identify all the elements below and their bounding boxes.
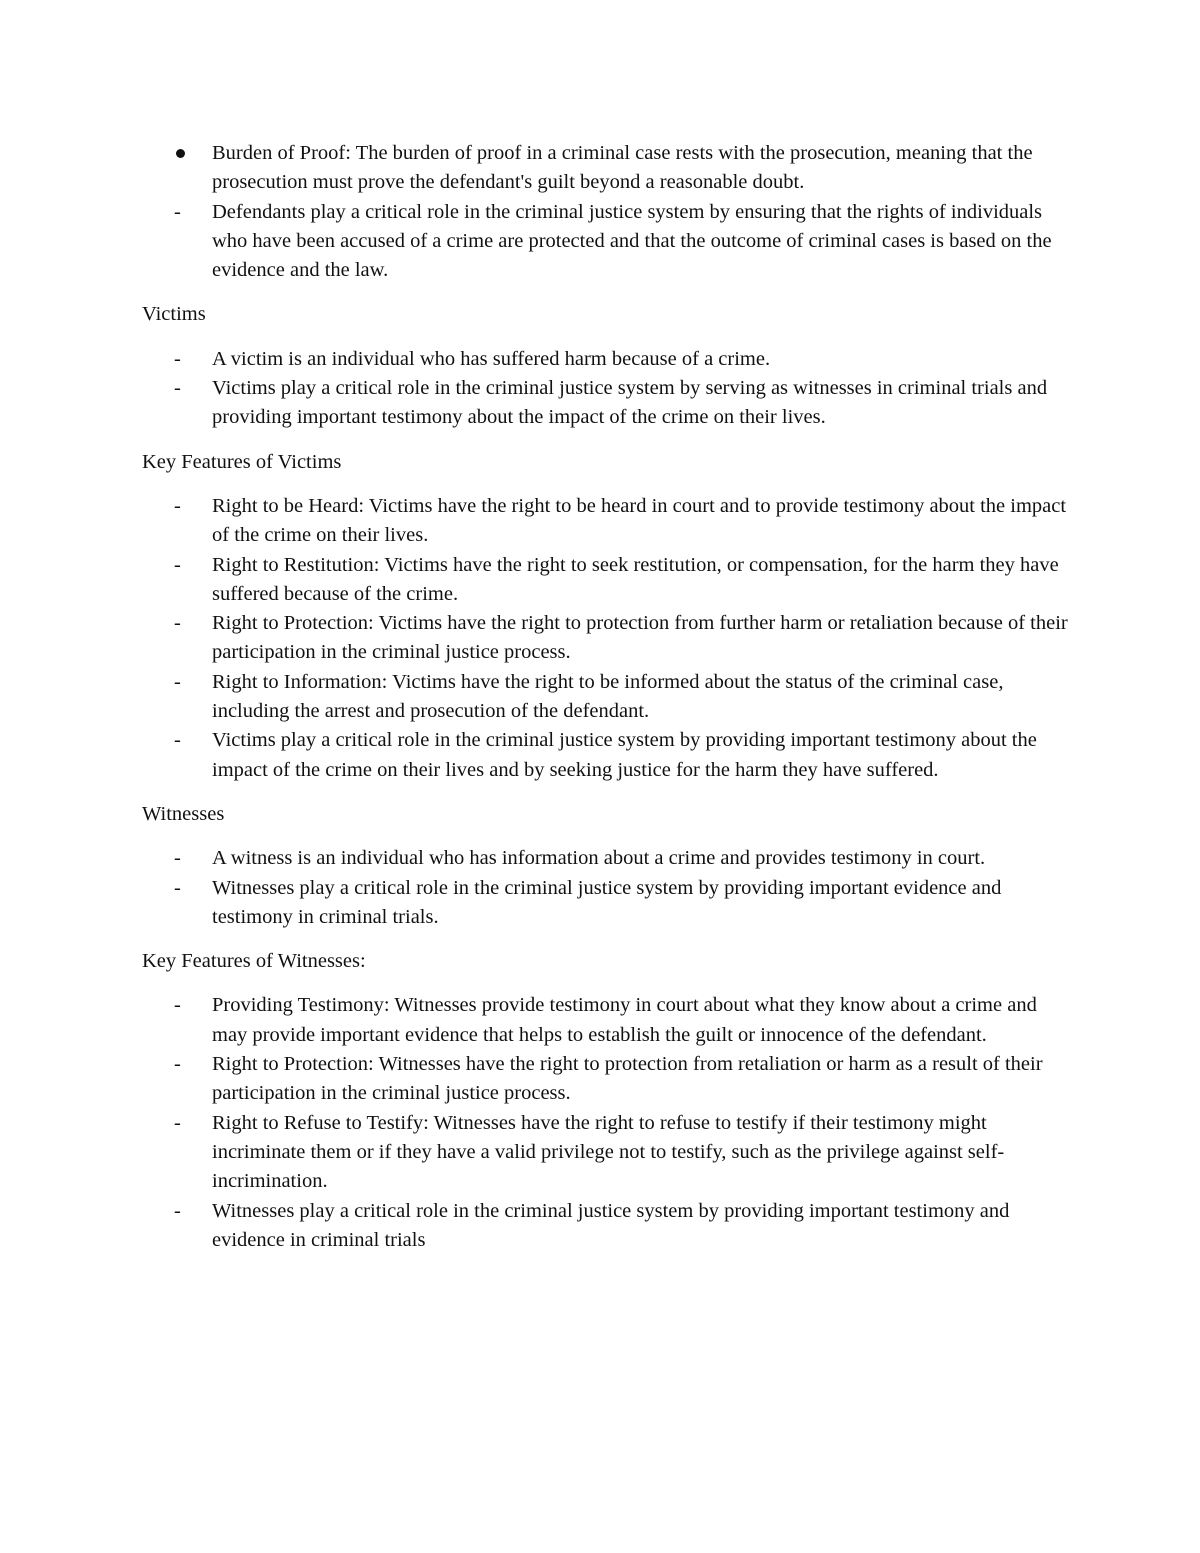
witnesses-list <box>142 844 1072 932</box>
list-item-text: Witnesses play a critical role in the criminal justice system by providing important evidence and testimony in criminal trials. <box>212 876 1002 928</box>
list-item <box>142 374 1072 433</box>
list-item-text: Right to Refuse to Testify: Witnesses have the right to refuse to testify if their testimony might incriminate them or if they have a valid privilege not to testify, such as the privilege against self-incrimination. <box>212 1111 1005 1193</box>
list-item <box>142 844 1072 873</box>
dash-marker: - <box>174 612 181 635</box>
list-item-text: A victim is an individual who has suffered harm because of a crime. <box>212 347 771 370</box>
list-item <box>142 345 1072 374</box>
victims-features-heading: Key Features of Victims <box>142 450 342 473</box>
victims-features-list <box>142 492 1072 785</box>
dash-marker: - <box>174 876 181 899</box>
intro-list <box>142 139 1072 285</box>
dash-marker: - <box>174 1111 181 1134</box>
dash-marker: - <box>174 494 181 517</box>
list-item-text: Right to be Heard: Victims have the right to be heard in court and to provide testimony about the impact of the crime on their lives. <box>212 494 1067 547</box>
bullet-icon <box>176 149 185 158</box>
list-item-text: Right to Information: Victims have the right to be informed about the status of the criminal case, including the arrest and prosecution of the defendant. <box>212 670 1004 723</box>
list-item <box>142 198 1072 286</box>
list-item <box>142 1050 1072 1109</box>
dash-marker: - <box>174 347 181 370</box>
dash-marker: - <box>174 1199 181 1222</box>
list-item <box>142 551 1072 610</box>
list-item-text: Right to Protection: Victims have the right to protection from further harm or retaliation because of their participation in the criminal justice process. <box>212 612 1068 664</box>
dash-marker: - <box>174 200 181 223</box>
list-item <box>142 139 1072 198</box>
list-item <box>142 1109 1072 1197</box>
document-content <box>142 139 1072 1255</box>
list-item-text: Victims play a critical role in the criminal justice system by providing important testimony about the impact of the crime on their lives and by seeking justice for the harm they have suffered. <box>212 729 1037 781</box>
list-item <box>142 668 1072 727</box>
list-item <box>142 492 1072 551</box>
list-item-text: Providing Testimony: Witnesses provide testimony in court about what they know about a crime and may provide important evidence that helps to establish the guilt or innocence of the defendant. <box>212 994 1037 1046</box>
list-item-text: Right to Restitution: Victims have the right to seek restitution, or compensation, for the harm they have suffered because of the crime. <box>212 553 1059 605</box>
witnesses-heading: Witnesses <box>142 802 225 825</box>
dash-marker: - <box>174 847 181 870</box>
victims-list <box>142 345 1072 433</box>
list-item-text: Burden of Proof: The burden of proof in a criminal case rests with the prosecution, meaning that the prosecution must prove the defendant's guilt beyond a reasonable doubt. <box>212 142 1033 194</box>
dash-marker: - <box>174 994 181 1017</box>
list-item-text: Defendants play a critical role in the criminal justice system by ensuring that the rights of individuals who have been accused of a crime are protected and that the outcome of criminal cases is based on the evidence and the law. <box>212 200 1052 282</box>
list-item <box>142 609 1072 668</box>
list-item <box>142 991 1072 1050</box>
list-item-text: A witness is an individual who has information about a crime and provides testimony in court. <box>212 847 986 870</box>
witnesses-features-heading: Key Features of Witnesses: <box>142 950 366 973</box>
victims-heading: Victims <box>142 303 206 326</box>
list-item <box>142 1197 1072 1256</box>
list-item-text: Victims play a critical role in the criminal justice system by serving as witnesses in criminal trials and providing important testimony about the impact of the crime on their lives. <box>212 377 1048 429</box>
dash-marker: - <box>174 670 181 693</box>
list-item-text: Witnesses play a critical role in the criminal justice system by providing important testimony and evidence in criminal trials <box>212 1199 1010 1251</box>
witnesses-features-list <box>142 991 1072 1255</box>
dash-marker: - <box>174 553 181 576</box>
list-item <box>142 874 1072 933</box>
list-item-text: Right to Protection: Witnesses have the right to protection from retaliation or harm as a result of their participation in the criminal justice process. <box>212 1053 1043 1105</box>
dash-marker: - <box>174 377 181 400</box>
dash-marker: - <box>174 729 181 752</box>
dash-marker: - <box>174 1053 181 1076</box>
list-item <box>142 726 1072 785</box>
